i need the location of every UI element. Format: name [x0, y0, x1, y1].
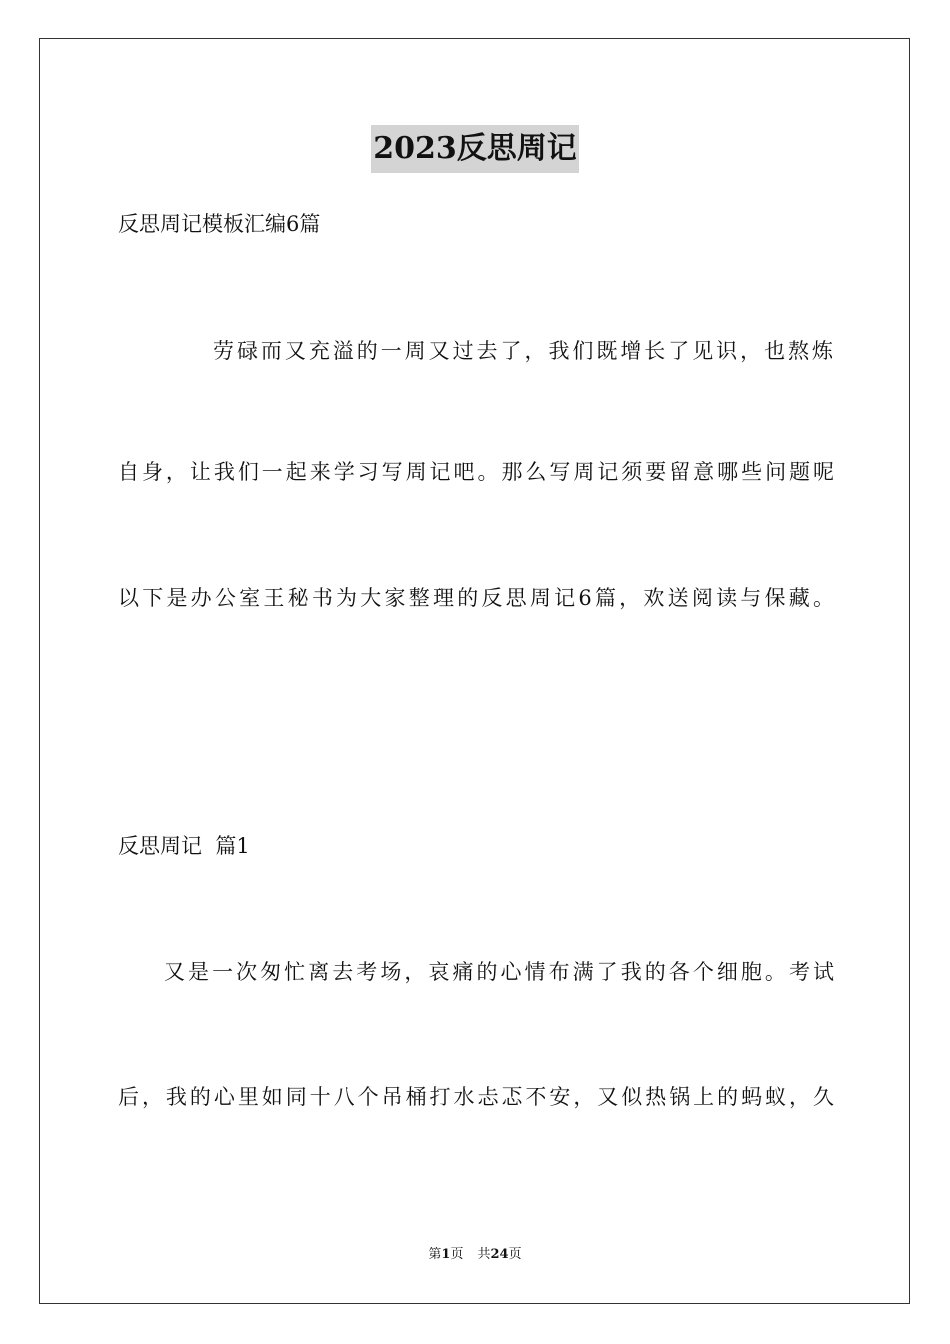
intro-line-3: 以下是办公室王秘书为大家整理的反思周记6篇，欢送阅读与保藏。 — [118, 586, 834, 610]
title-container — [0, 125, 950, 173]
body-line-1: 又是一次匆忙离去考场，哀痛的心情布满了我的各个细胞。考试 — [164, 960, 834, 984]
document-subtitle: 反思周记模板汇编6篇 — [118, 212, 321, 236]
footer-total-prefix: 共 — [477, 1247, 491, 1262]
page-footer — [0, 1246, 950, 1264]
intro-line-1: 劳碌而又充溢的一周又过去了，我们既增长了见识，也熬炼 — [213, 339, 833, 363]
section-heading: 反思周记 篇1 — [118, 834, 250, 858]
footer-total-pages: 24 — [490, 1247, 509, 1262]
footer-page-suffix: 页 — [450, 1247, 464, 1262]
footer-current-page: 1 — [441, 1247, 451, 1262]
body-line-2: 后，我的心里如同十八个吊桶打水忐忑不安，又似热锅上的蚂蚁，久 — [118, 1085, 834, 1109]
footer-page-prefix: 第 — [428, 1247, 442, 1262]
intro-line-2: 自身，让我们一起来学习写周记吧。那么写周记须要留意哪些问题呢 — [118, 460, 834, 484]
footer-total-suffix: 页 — [508, 1247, 522, 1262]
document-title: 2023反思周记 — [371, 125, 579, 173]
